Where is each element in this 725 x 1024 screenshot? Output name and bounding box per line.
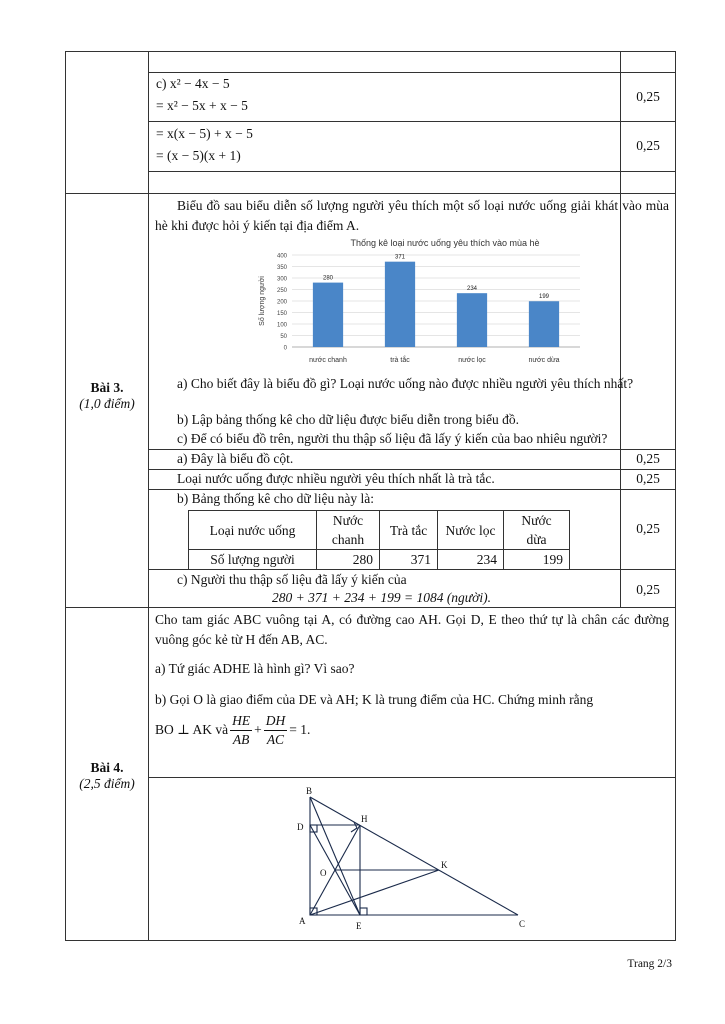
column-divider-left bbox=[148, 51, 149, 941]
geometry-figure bbox=[290, 783, 540, 933]
score: 0,25 bbox=[636, 582, 660, 597]
bai4-points: (2,5 điểm) bbox=[79, 776, 135, 791]
bai3-answer-c1: c) Người thu thập số liệu đã lấy ý kiến của bbox=[177, 572, 407, 587]
chart-bar bbox=[385, 262, 415, 347]
bai4-heading bbox=[65, 760, 149, 792]
bai3-question-c: c) Để có biểu đồ trên, người thu thập số liệu đã lấy ý kiến của bao nhiêu người? bbox=[177, 431, 608, 446]
algebra-line-2: = x² − 5x + x − 5 bbox=[156, 98, 248, 113]
bai4-label: Bài 4. bbox=[90, 760, 124, 775]
table-header-cell: Nước dừa bbox=[504, 511, 570, 550]
bai4-intro: Cho tam giác ABC vuông tại A, có đường cao AH. Gọi D, E theo thứ tự là chân các đường vuông góc kẻ từ H đến AB, AC. bbox=[155, 612, 669, 647]
chart-title: Thống kê loại nước uống yêu thích vào mùa hè bbox=[350, 238, 540, 248]
bai3-question-b: b) Lập bảng thống kê cho dữ liệu được biểu diễn trong biểu đồ. bbox=[177, 412, 519, 427]
chart-bar bbox=[457, 293, 487, 347]
chart-data-label: 371 bbox=[394, 254, 406, 261]
score: 0,25 bbox=[636, 521, 660, 536]
point-label-c: C bbox=[519, 919, 526, 929]
bai3-answer-c2: 280 + 371 + 234 + 199 = 1084 (người). bbox=[272, 590, 491, 605]
fraction-he-ab: $\frac{HE}{AB}$ bbox=[232, 712, 251, 747]
table-header-cell: Nước lọc bbox=[438, 511, 504, 550]
bai3-points: (1,0 điểm) bbox=[79, 396, 135, 411]
point-label-k: K bbox=[441, 860, 448, 870]
bai4-question-a: a) Tứ giác ADHE là hình gì? Vì sao? bbox=[155, 661, 355, 676]
point-label-d: D bbox=[297, 822, 304, 832]
table-header-label: Loại nước uống bbox=[189, 511, 317, 550]
table-value-cell: 280 bbox=[317, 550, 380, 570]
chart-y-tick-label: 350 bbox=[276, 265, 287, 271]
score: 0,25 bbox=[636, 138, 660, 153]
chart-bar bbox=[529, 301, 559, 347]
table-value-cell: 371 bbox=[380, 550, 438, 570]
chart-category-label: nước lọc bbox=[458, 357, 486, 364]
chart-bars bbox=[309, 255, 559, 364]
bai3-answer-a2: Loại nước uống được nhiều người yêu thích nhất là trà tắc. bbox=[177, 471, 495, 486]
point-label-a: A bbox=[299, 916, 306, 926]
bai3-answer-b: b) Bảng thống kê cho dữ liệu này là: bbox=[177, 491, 375, 506]
algebra-line-4: = (x − 5)(x + 1) bbox=[156, 148, 241, 163]
bai4-question-b: b) Gọi O là giao điểm của DE và AH; K là trung điểm của HC. Chứng minh rằng bbox=[155, 692, 594, 707]
chart-y-tick-label: 200 bbox=[276, 299, 287, 306]
bai3-intro: Biểu đồ sau biểu diễn số lượng người yêu thích một số loại nước uống giải khát vào mùa hè khi được hỏi ý kiến tại địa điểm A. bbox=[155, 198, 669, 233]
chart-y-tick-label: 100 bbox=[276, 322, 287, 329]
table-value-cell: 199 bbox=[504, 550, 570, 570]
perpendicular-statement: BO ⊥ AK và bbox=[155, 721, 229, 737]
chart-data-label: 280 bbox=[322, 275, 334, 282]
score: 0,25 bbox=[636, 471, 660, 486]
point-label-h: H bbox=[361, 814, 368, 824]
chart-y-axis-label: Số lượng người bbox=[259, 276, 266, 326]
point-label-e: E bbox=[356, 921, 362, 931]
algebra-line-1: c) x² − 4x − 5 bbox=[156, 76, 230, 91]
score: 0,25 bbox=[636, 89, 660, 104]
table-header-cell: Trà tắc bbox=[380, 511, 438, 550]
score: 0,25 bbox=[636, 451, 660, 466]
chart-category-label: nước dừa bbox=[528, 357, 560, 364]
chart-data-label: 199 bbox=[538, 294, 550, 301]
bar-chart bbox=[250, 233, 590, 369]
table-row-label: Số lượng người bbox=[189, 550, 317, 570]
chart-y-tick-label: 0 bbox=[283, 345, 287, 352]
page-number: Trang 2/3 bbox=[627, 958, 672, 970]
bai3-answer-a1: a) Đây là biểu đồ cột. bbox=[177, 451, 294, 466]
chart-category-label: trà tắc bbox=[390, 357, 410, 364]
chart-y-tick-label: 400 bbox=[276, 253, 287, 260]
table-header-cell: Nước chanh bbox=[317, 511, 380, 550]
point-label-b: B bbox=[306, 786, 313, 796]
chart-category-label: nước chanh bbox=[309, 357, 347, 364]
bai3-question-a: a) Cho biết đây là biểu đồ gì? Loại nước uống nào được nhiều người yêu thích nhất? bbox=[177, 376, 634, 391]
chart-data-label: 234 bbox=[466, 286, 478, 293]
algebra-line-3: = x(x − 5) + x − 5 bbox=[156, 126, 253, 141]
chart-bar bbox=[313, 283, 343, 347]
fraction-dh-ac: $\frac{DH}{AC}$ bbox=[265, 712, 286, 747]
table-value-cell: 234 bbox=[438, 550, 504, 570]
chart-y-tick-label: 300 bbox=[276, 276, 287, 283]
point-label-o: O bbox=[320, 868, 327, 878]
bai3-heading bbox=[65, 380, 149, 412]
bai3-label: Bài 3. bbox=[90, 380, 124, 395]
bai4-formula: BO ⊥ AK và $\frac{HE}{AB}$ + $\frac{DH}{AC}$ = 1. bbox=[155, 712, 311, 747]
chart-y-tick-label: 50 bbox=[280, 334, 287, 340]
statistics-table bbox=[188, 510, 570, 570]
chart-y-tick-label: 150 bbox=[276, 311, 287, 317]
chart-y-tick-label: 250 bbox=[276, 288, 287, 294]
